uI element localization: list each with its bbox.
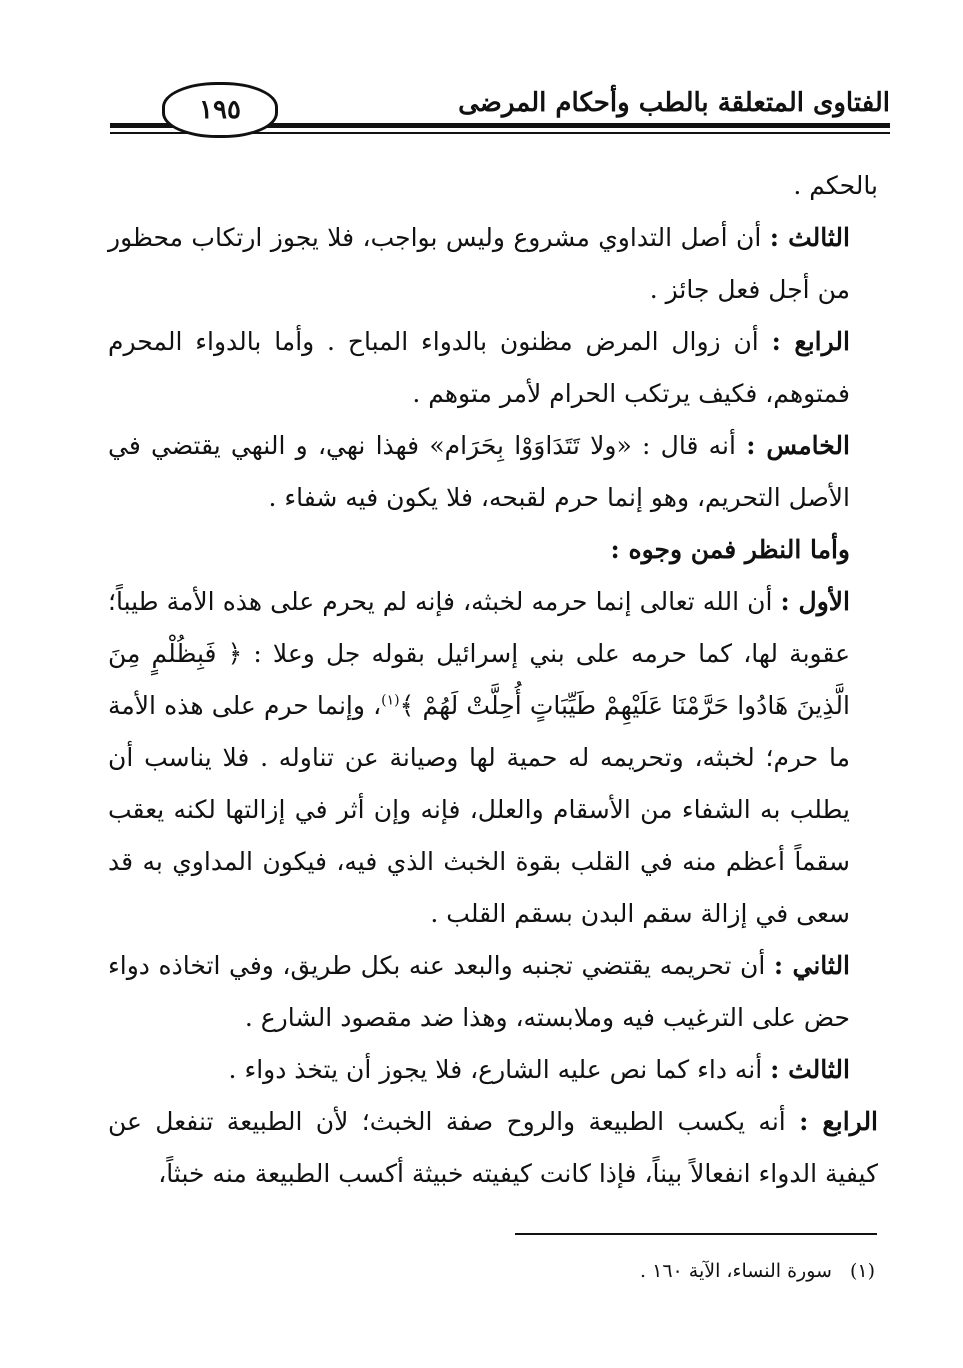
paragraph-text: أن تحريمه يقتضي تجنبه والبعد عنه بكل طريق، وفي اتخاذه دواء حض على الترغيب فيه وملابسته، وهذا ضد مقصود الشارع . xyxy=(108,951,850,1032)
paragraph xyxy=(108,316,878,420)
paragraph-lead: الخامس : xyxy=(746,431,850,460)
paragraph xyxy=(108,940,878,1044)
paragraph-lead: الثالث : xyxy=(770,1055,850,1084)
footnote-reference: (١) xyxy=(381,692,400,709)
paragraph xyxy=(108,1096,878,1200)
paragraph-text: أنه يكسب الطبيعة والروح صفة الخبث؛ لأن الطبيعة تنفعل عن كيفية الدواء انفعالاً بيناً، فإذا كانت كيفيته خبيثة أكسب الطبيعة منه خبثاً، xyxy=(108,1107,878,1188)
paragraph-text: أن الله تعالى إنما حرمه لخبثه، فإنه لم يحرم على هذه الأمة طيباً؛ عقوبة لها، كما حرمه على بني إسرائيل بقوله جل وعلا : ﴿ فَبِظُلْمٍ مِنَ الَّذِينَ هَادُوا حَرَّمْنَا عَلَيْهِمْ طَيِّبَاتٍ أُحِلَّتْ لَهُمْ ﴾ xyxy=(108,587,850,720)
paragraph-lead: الثالث : xyxy=(769,223,850,252)
paragraph-lead: وأما النظر فمن وجوه : xyxy=(610,535,850,564)
page-number: ١٩٥ xyxy=(162,82,278,138)
paragraph-text: أنه داء كما نص عليه الشارع، فلا يجوز أن يتخذ دواء . xyxy=(228,1055,771,1084)
paragraph-lead: الثاني : xyxy=(773,951,851,980)
footnote xyxy=(175,1260,875,1282)
page-header xyxy=(110,60,890,140)
footnote-marker: (١) xyxy=(849,1260,875,1282)
paragraph-text: أن أصل التداوي مشروع وليس بواجب، فلا يجوز ارتكاب محظور من أجل فعل جائز . xyxy=(108,223,850,304)
paragraph xyxy=(108,212,878,316)
body-text xyxy=(108,160,878,1200)
paragraph xyxy=(108,160,878,212)
paragraph-text-continued: ، وإنما حرم على هذه الأمة ما حرم؛ لخبثه، وتحريمه له حمية لها وصيانة عن تناوله . فلا يناسب أن يطلب به الشفاء من الأسقام والعلل، فإنه وإن أثر في إزالتها لكنه يعقب سقماً أعظم منه في القلب بقوة الخبث الذي فيه، فيكون المداوي به قد سعى في إزالة سقم البدن بسقم القلب . xyxy=(108,691,850,928)
paragraph-text: بالحكم . xyxy=(793,171,878,200)
footnote-text: سورة النساء، الآية ١٦٠ . xyxy=(640,1260,832,1282)
section-heading xyxy=(108,524,878,576)
paragraph-lead: الأول : xyxy=(780,587,850,616)
paragraph-lead: الرابع : xyxy=(799,1107,879,1136)
paragraph-lead: الرابع : xyxy=(771,327,850,356)
running-title: الفتاوى المتعلقة بالطب وأحكام المرضى xyxy=(458,88,890,118)
footnote-separator xyxy=(515,1233,877,1235)
paragraph xyxy=(108,576,878,940)
paragraph xyxy=(108,1044,878,1096)
paragraph-text: أنه قال : «ولا تَتَدَاوَوْا بِحَرَام» فهذا نهي، و النهي يقتضي في الأصل التحريم، وهو إنما حرم لقبحه، فلا يكون فيه شفاء . xyxy=(108,431,850,512)
paragraph xyxy=(108,420,878,524)
paragraph-text: أن زوال المرض مظنون بالدواء المباح . وأما بالدواء المحرم فمتوهم، فكيف يرتكب الحرام لأمر متوهم . xyxy=(108,327,850,408)
